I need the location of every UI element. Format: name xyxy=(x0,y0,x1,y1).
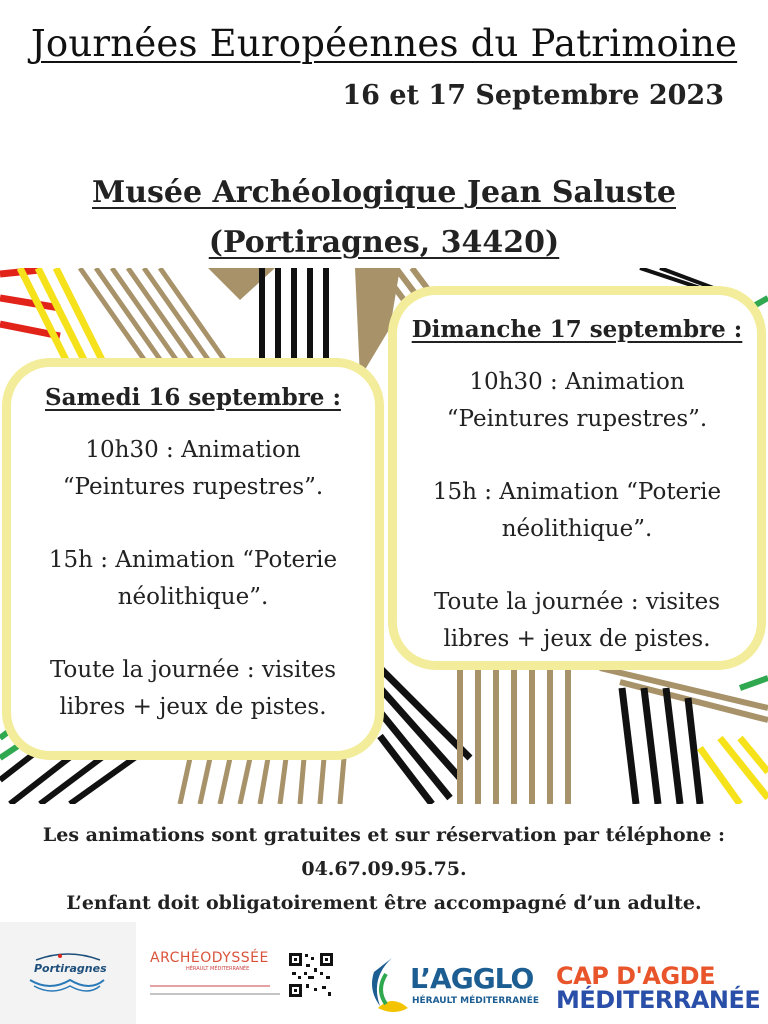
saturday-item-3-line-1: Toute la journée : visites xyxy=(49,657,337,683)
archeodyssee-fine-print-icon xyxy=(150,972,280,998)
agglo-wave-icon xyxy=(366,954,412,1020)
cap-agde-logo xyxy=(556,964,766,1024)
saturday-item-painting xyxy=(11,432,375,506)
museum-line-2: (Portiragnes, 34420) xyxy=(208,225,560,260)
sunday-item-2-line-1: 15h : Animation “Poterie xyxy=(432,479,722,505)
sunday-item-visits xyxy=(397,584,757,658)
sunday-item-1-line-1: 10h30 : Animation xyxy=(469,369,685,395)
sunday-item-3-line-2: libres + jeux de pistes. xyxy=(443,626,711,652)
event-dates: 16 et 17 Septembre 2023 xyxy=(342,80,724,111)
qr-code-icon xyxy=(288,952,334,998)
saturday-item-2-line-2: néolithique”. xyxy=(117,584,269,610)
archeodyssee-logo-subtext: HÉRAULT MÉDITERRANÉE xyxy=(186,966,250,972)
cap-agde-line-1: CAP D'AGDE xyxy=(556,962,715,990)
partner-logos xyxy=(0,922,768,1024)
sunday-item-1-line-2: “Peintures rupestres”. xyxy=(446,406,708,432)
saturday-item-3-line-2: libres + jeux de pistes. xyxy=(59,694,327,720)
sunday-item-3-line-1: Toute la journée : visites xyxy=(433,589,721,615)
agglo-logo-text: L’AGGLO xyxy=(410,962,534,995)
saturday-item-2-line-1: 15h : Animation “Poterie xyxy=(48,547,338,573)
archeodyssee-logo xyxy=(150,950,280,1020)
archeodyssee-logo-text: ARCHÉODYSSÉE xyxy=(150,950,269,966)
page-title: Journées Européennes du Patrimoine xyxy=(30,22,738,65)
sunday-item-pottery xyxy=(397,474,757,548)
sunday-heading: Dimanche 17 septembre : xyxy=(411,316,743,343)
info-child-notice: L’enfant doit obligatoirement être accompagné d’un adulte. xyxy=(66,892,702,914)
info-reservation-text: Les animations sont gratuites et sur réservation par téléphone : xyxy=(42,824,726,846)
portiragnes-logo-text: Portiragnes xyxy=(34,962,107,975)
portiragnes-logo xyxy=(0,922,136,1024)
sunday-card xyxy=(388,286,766,670)
saturday-item-1-line-2: “Peintures rupestres”. xyxy=(62,474,324,500)
sunday-item-painting xyxy=(397,364,757,438)
museum-name xyxy=(0,168,768,268)
info-block xyxy=(0,818,768,920)
saturday-item-1-line-1: 10h30 : Animation xyxy=(85,437,301,463)
agglo-herault-logo xyxy=(366,954,539,1020)
museum-line-1: Musée Archéologique Jean Saluste xyxy=(91,175,676,210)
saturday-item-visits xyxy=(11,652,375,726)
saturday-item-pottery xyxy=(11,542,375,616)
saturday-heading: Samedi 16 septembre : xyxy=(45,384,341,411)
agglo-logo-subtext: HÉRAULT MÉDITERRANÉE xyxy=(412,996,539,1006)
sunday-item-2-line-2: néolithique”. xyxy=(501,516,653,542)
saturday-card xyxy=(2,358,384,760)
cap-agde-line-2: MÉDITERRANÉE xyxy=(556,986,761,1014)
info-phone-number: 04.67.09.95.75. xyxy=(301,858,467,880)
